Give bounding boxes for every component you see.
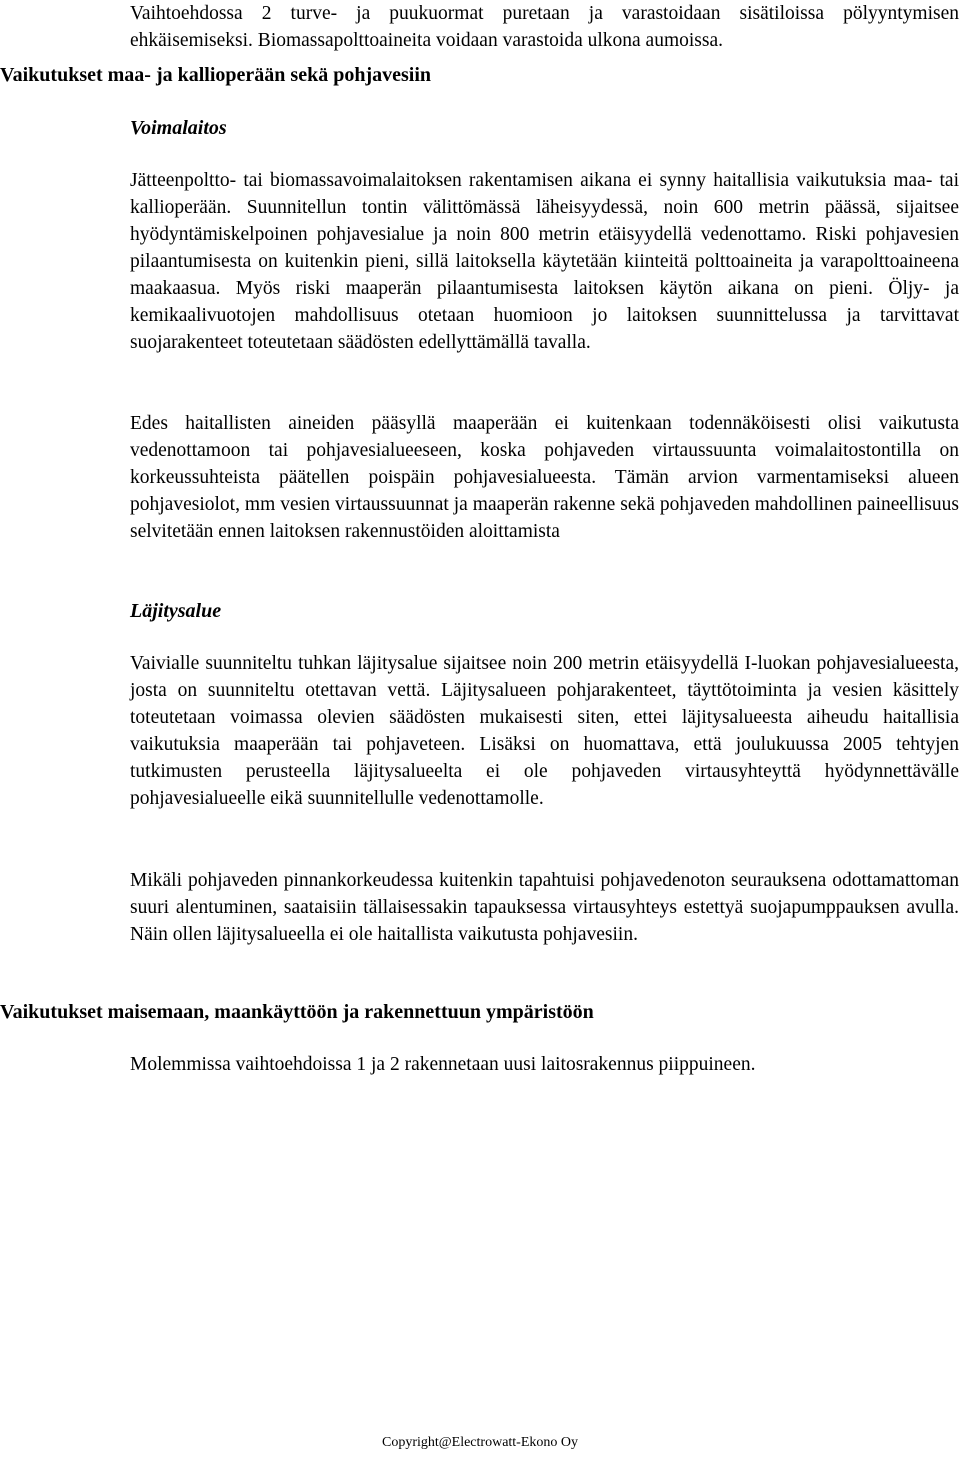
landfill-paragraph-2: Mikäli pohjaveden pinnankorkeudessa kuitenkin tapahtuisi pohjavedenoton seurauksena odottamattoman suuri alentuminen, saataisiin tällaisessakin tapauksessa virtausyhteys estettyä suojapumppauksen avulla. Näin ollen läjitysalueella ei ole haitallista vaikutusta pohjavesiin. (130, 870, 959, 945)
section-heading-groundwater: Vaikutukset maa- ja kallioperään sekä pohjavesiin (0, 64, 431, 86)
power-plant-paragraph-2: Edes haitallisten aineiden pääsyllä maaperään ei kuitenkaan todennäköisesti olisi vaikutusta vedenottamoon tai pohjavesialueeseen, koska pohjaveden virtaussuunta voimalaitostontilla on korkeussuhteista päätellen poispäin pohjavesialueesta. Tämän arvion varmentamiseksi alueen pohjavesiolot, mm vesien virtaussuunnat ja maaperän rakenne sekä pohjaveden mahdollinen paineellisuus selvitetään ennen laitoksen rakennustöiden aloittamista (130, 413, 959, 542)
section-heading-landscape: Vaikutukset maisemaan, maankäyttöön ja rakennettuun ympäristöön (0, 1001, 594, 1023)
intro-paragraph: Vaihtoehdossa 2 turve- ja puukuormat puretaan ja varastoidaan sisätiloissa pölyyntymisen ehkäisemiseksi. Biomassapolttoaineita voidaan varastoida ulkona aumoissa. (130, 3, 959, 51)
landscape-paragraph: Molemmissa vaihtoehdoissa 1 ja 2 rakennetaan uusi laitosrakennus piippuineen. (130, 1054, 756, 1075)
subheading-landfill: Läjitysalue (130, 600, 222, 622)
landfill-paragraph-1: Vaivialle suunniteltu tuhkan läjitysalue sijaitsee noin 200 metrin etäisyydellä I-luokan pohjavesialueesta, josta on suunniteltu otettavan vettä. Läjitysalueen pohjarakenteet, täyttötoiminta ja vesien käsittely toteutetaan voimassa olevien säädösten mukaisesti siten, ettei läjitysalueesta aiheudu haitallisia vaikutuksia maaperään tai pohjaveteen. Lisäksi on huomattava, että joulukuussa 2005 tehtyjen tutkimusten perusteella läjitysalueelta ei ole pohjaveden virtausyhteyttä hyödynnettävälle pohjavesialueelle eikä suunnitellulle vedenottamolle. (130, 653, 959, 809)
subheading-power-plant: Voimalaitos (130, 117, 227, 139)
page-footer-copyright: Copyright@Electrowatt-Ekono Oy (381, 1435, 579, 1450)
power-plant-paragraph-1: Jätteenpoltto- tai biomassavoimalaitoksen rakentamisen aikana ei synny haitallisia vaikutuksia maa- tai kallioperään. Suunnitellun tontin välittömässä läheisyydessä, noin 600 metrin päässä, sijaitsee hyödyntämiskelpoinen pohjavesialue ja noin 800 metrin etäisyydellä vedenottamo. Riski pohjavesien pilaantumisesta on kuitenkin pieni, sillä laitoksella käytetään kiinteitä polttoaineita ja varapolttoaineena maakaasua. Myös riski maaperän pilaantumisesta laitoksen käytön aikana on pieni. Öljy- ja kemikaalivuotojen mahdollisuus otetaan huomioon jo laitoksen suunnittelussa ja tarvittavat suojarakenteet toteutetaan säädösten edellyttämällä tavalla. (130, 170, 959, 353)
